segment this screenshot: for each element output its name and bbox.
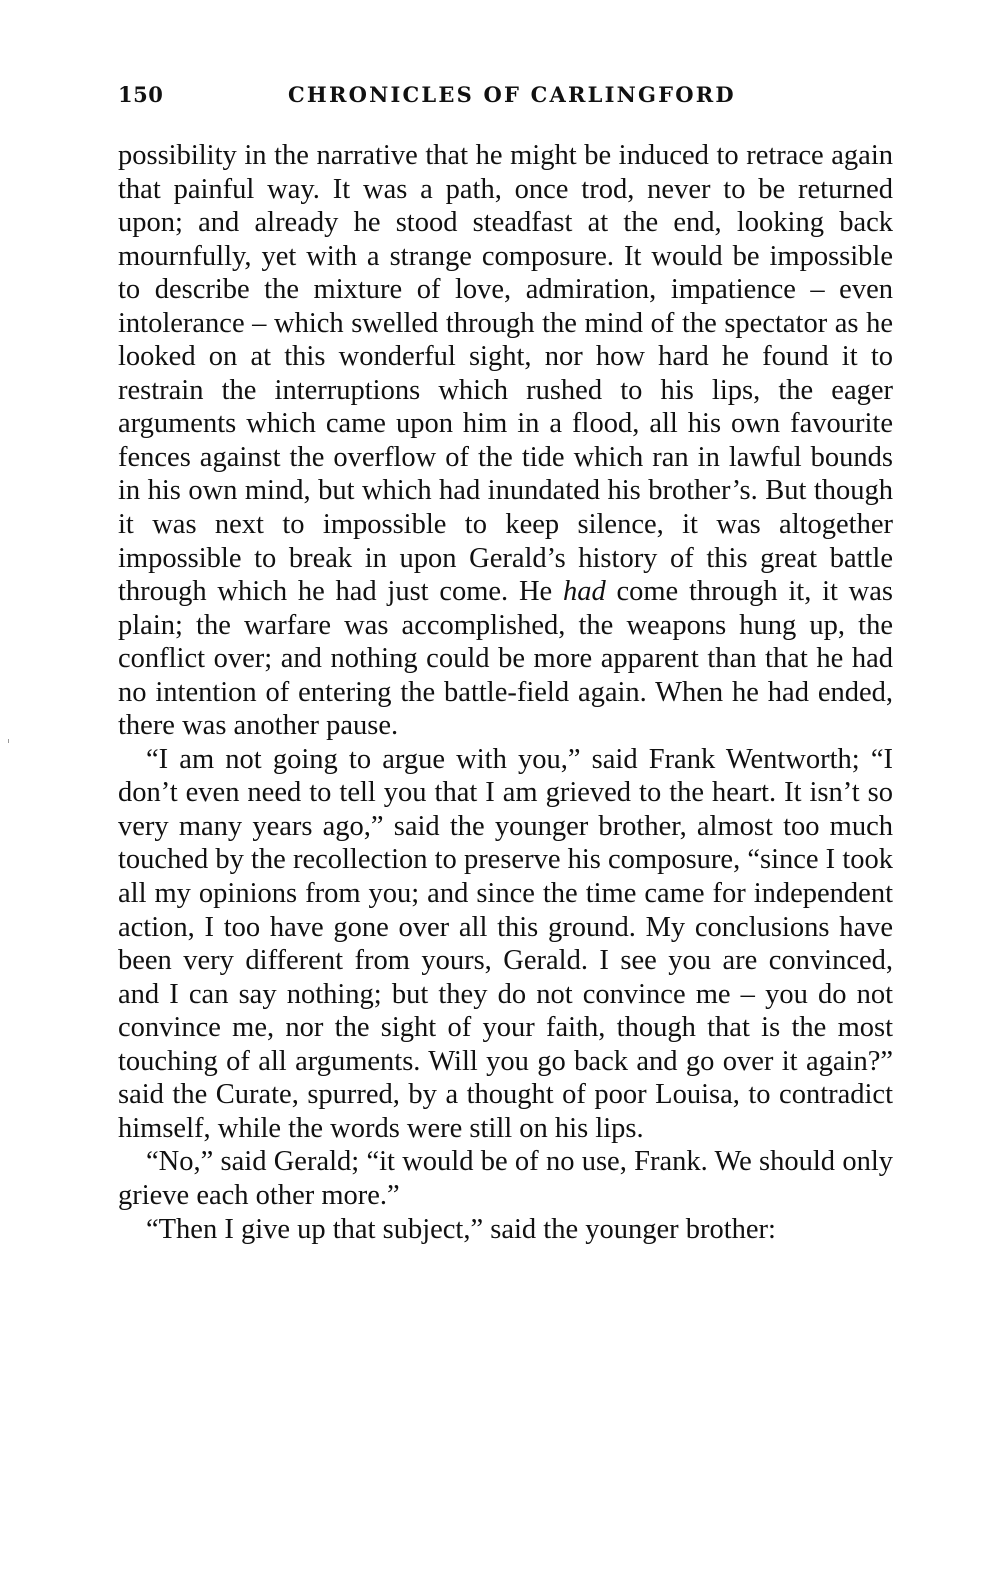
body-text <box>118 139 893 1246</box>
emphasis-word: had <box>562 576 606 608</box>
paragraph-frank-speech: “I am not going to argue with you,” said Frank Wentworth; “I don’t even need to tell you that I am grieved to the heart. It isn’t so very many years ago,” said the younger brother, almost too much touched by the recollection to preserve his composure, “since I took all my opinions from you; and since the time came for independent action, I too have gone over all this ground. My conclusions have been very different from yours, Gerald. I see you are convinced, and I can say nothing; but they do not convince me – you do not convince me, nor the sight of your faith, though that is the most touching of all arguments. Will you go back and go over it again?” said the Curate, spurred, by a thought of poor Louisa, to contradict himself, while the words were still on his lips. <box>118 743 893 1144</box>
paragraph-younger-brother: “Then I give up that subject,” said the younger brother: <box>146 1213 776 1245</box>
running-title: CHRONICLES OF CARLINGFORD <box>288 82 736 107</box>
page-number: 150 <box>118 82 164 107</box>
paragraph-narrative-part-1: possibility in the narrative that he might be induced to retrace again that painful way. It was a path, once trod, never to be returned upon; and already he stood steadfast at the end, looking back mournfully, yet with a strange composure. It would be impossible to describe the mixture of love, admiration, impatience – even intolerance – which swelled through the mind of the spectator as he looked on at this wonderful sight, nor how hard he found it to restrain the interruptions which rushed to his lips, the eager arguments which came upon him in a flood, all his own favourite fences against the overflow of the tide which ran in lawful bounds in his own mind, but which had inundated his brother’s. But though it was next to impossible to keep silence, it was altogether impossible to break in upon Gerald’s history of this great battle through which he had just come. He <box>118 140 893 608</box>
page-header <box>118 82 890 118</box>
margin-scan-mark <box>8 739 9 743</box>
paragraph-narrative-part-2: come through it, it was plain; the warfare was accomplished, the weapons hung up, the conflict over; and nothing could be more apparent than that he had no intention of entering the battle-field again. When he had ended, there was another pause. <box>118 576 894 742</box>
paragraph-narrative <box>118 139 893 743</box>
paragraph-gerald-reply: “No,” said Gerald; “it would be of no use, Frank. We should only grieve each other more.” <box>118 1146 893 1211</box>
